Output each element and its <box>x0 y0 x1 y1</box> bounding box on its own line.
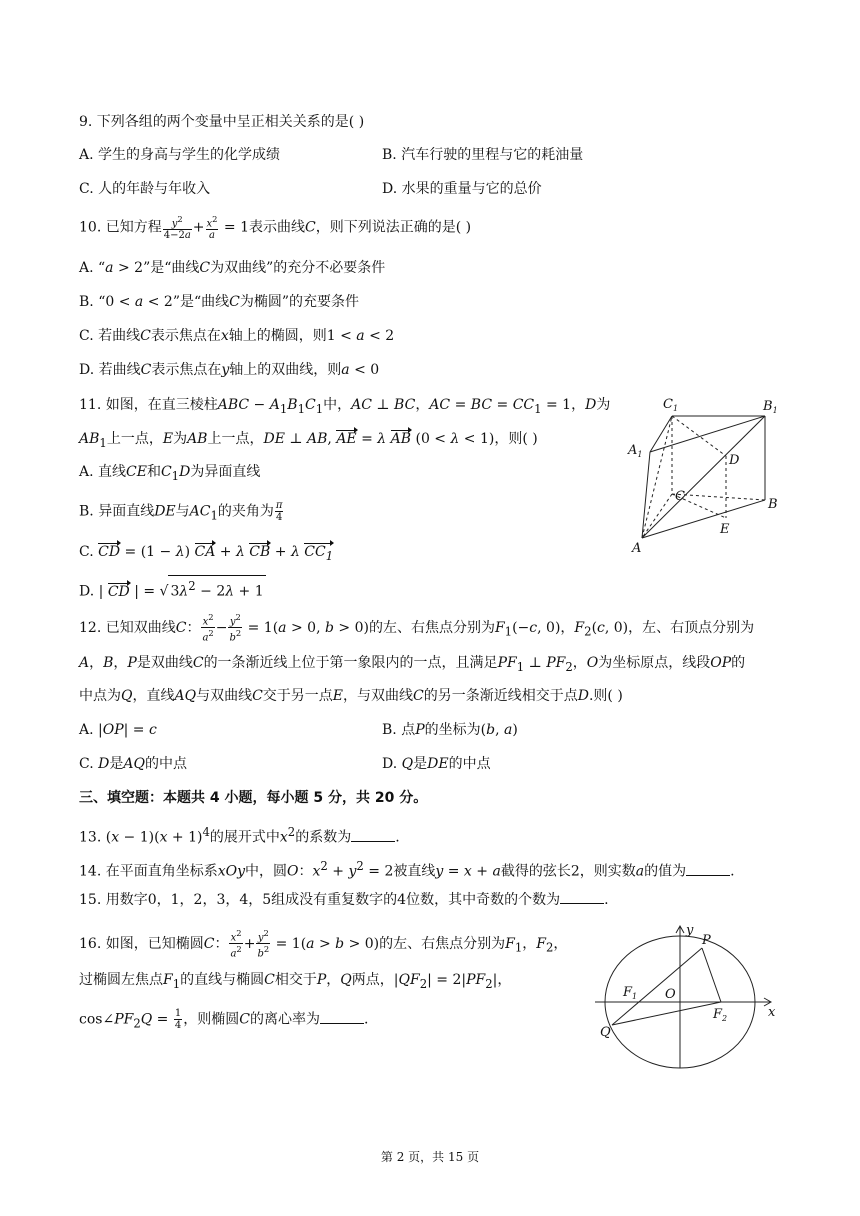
answer-blank[interactable] <box>686 862 730 876</box>
q16-stem-line1: 16. 如图，已知椭圆C： $\frac{x^2}{a^2}$ + $\frac{y^2}{b^2}$ = 1(a > b > 0)的左、右焦点分别为$F_1$，$F_2$， <box>79 928 568 960</box>
q12-stem-line1: 12. 已知双曲线C： $\frac{x^2}{a^2}$ − $\frac{y^2}{b^2}$ = 1(a > 0, b > 0)的左、右焦点分别为$F_1(-c$, 0)，$F_2(c$, 0)，左、右顶点分别为 <box>79 612 755 644</box>
q11-option-c: C. CD = (1 − λ) CA + λ CB + λ $CC_1$ <box>79 542 333 566</box>
label-x: x <box>768 1005 776 1020</box>
section-heading: 三、填空题：本题共 4 小题，每小题 5 分，共 20 分。 <box>79 790 428 806</box>
q16-stem-line3: $\cos\angle PF_2Q$ = $\frac{1}{4}$ ，则椭圆C的离心率为 . <box>79 1008 369 1031</box>
q16-stem-line2: 过椭圆左焦点$F_1$的直线与椭圆C相交于P，Q两点，$|QF_2| = 2|PF_2|$， <box>79 972 512 991</box>
prism-figure <box>620 390 790 560</box>
q13-stem: 13. $(x - 1)(x + 1)^4$的展开式中$x^2$的系数为 . <box>79 825 400 846</box>
label-b1: $B_1$ <box>763 399 778 415</box>
q10-stem: 10. 已知方程 $\frac{y^2}{4-2a}$ + $\frac{x^2}{a}$ = 1表示曲线C，则下列说法正确的是( ) <box>79 214 472 242</box>
q15-stem: 15. 用数字0，1，2，3，4，5组成没有重复数字的4位数，其中奇数的个数为 . <box>79 892 609 908</box>
q11-stem-line1: 11. 如图，在直三棱柱ABC − $A_1B_1C_1$中，AC ⊥ BC，AC = BC = $CC_1 = 1$，D为 <box>79 397 611 416</box>
q9-stem: 9. 下列各组的两个变量中呈正相关关系的是( ) <box>79 114 365 130</box>
label-e: E <box>720 522 730 537</box>
q12-stem-line3: 中点为Q，直线AQ与双曲线C交于另一点E，与双曲线C的另一条渐近线相交于点D.则( ) <box>79 688 623 704</box>
q12-stem-line2: A，B，P是双曲线C的一条渐近线上位于第一象限内的一点，且满足$PF_1$ ⊥ $PF_2$，O为坐标原点，线段OP的 <box>79 655 746 674</box>
label-y: y <box>686 923 694 938</box>
q10-option-a: A. “a > 2”是“曲线C为双曲线”的充分不必要条件 <box>79 260 386 276</box>
q12-option-b: B. 点P的坐标为(b, a) <box>382 722 518 738</box>
label-a: A <box>632 541 642 556</box>
q9-option-d: D. 水果的重量与它的总价 <box>382 181 542 197</box>
label-d: D <box>729 453 740 468</box>
label-b: B <box>768 497 778 512</box>
answer-blank[interactable] <box>560 890 604 904</box>
q14-stem: 14. 在平面直角坐标系xOy中，圆O：$x^2 + y^2 = 2$被直线y = x + a截得的弦长2，则实数a的值为 . <box>79 859 735 880</box>
q9-option-b: B. 汽车行驶的里程与它的耗油量 <box>382 147 584 163</box>
q11-stem-line2: $AB_1$上一点，E为AB上一点，DE ⊥ AB, AE = λ AB (0 < λ < 1)，则( ) <box>79 431 538 450</box>
q10-option-b: B. “0 < a < 2”是“曲线C为椭圆”的充要条件 <box>79 294 360 310</box>
q11-option-b: B. 异面直线DE与$AC_1$的夹角为 $\frac{\pi}{4}$ <box>79 500 283 523</box>
label-f2: $F_2$ <box>713 1007 728 1023</box>
ellipse-figure <box>590 918 790 1078</box>
label-f1: $F_1$ <box>623 985 638 1001</box>
page-footer: 第 2 页，共 15 页 <box>380 1150 480 1164</box>
q10-option-d: D. 若曲线C表示焦点在y轴上的双曲线，则a < 0 <box>79 362 380 378</box>
label-o: O <box>665 987 676 1002</box>
label-p: P <box>702 933 711 948</box>
label-a1: $A_1$ <box>628 443 643 459</box>
q11-option-d: D. | CD | = √ $3\lambda^2 - 2\lambda + 1$ <box>79 575 266 602</box>
answer-blank[interactable] <box>351 828 395 842</box>
q12-option-a: A. |OP| = c <box>79 722 157 738</box>
label-c: C <box>675 489 685 504</box>
q11-option-a: A. 直线CE和$C_1D$为异面直线 <box>79 464 261 483</box>
q9-option-c: C. 人的年龄与年收入 <box>79 181 211 197</box>
answer-blank[interactable] <box>320 1010 364 1024</box>
q12-option-d: D. Q是DE的中点 <box>382 756 491 772</box>
q9-option-a: A. 学生的身高与学生的化学成绩 <box>79 147 281 163</box>
q12-option-c: C. D是AQ的中点 <box>79 756 187 772</box>
label-c1: $C_1$ <box>663 397 679 413</box>
label-q: Q <box>600 1025 611 1040</box>
q10-option-c: C. 若曲线C表示焦点在x轴上的椭圆，则1 < a < 2 <box>79 328 395 344</box>
